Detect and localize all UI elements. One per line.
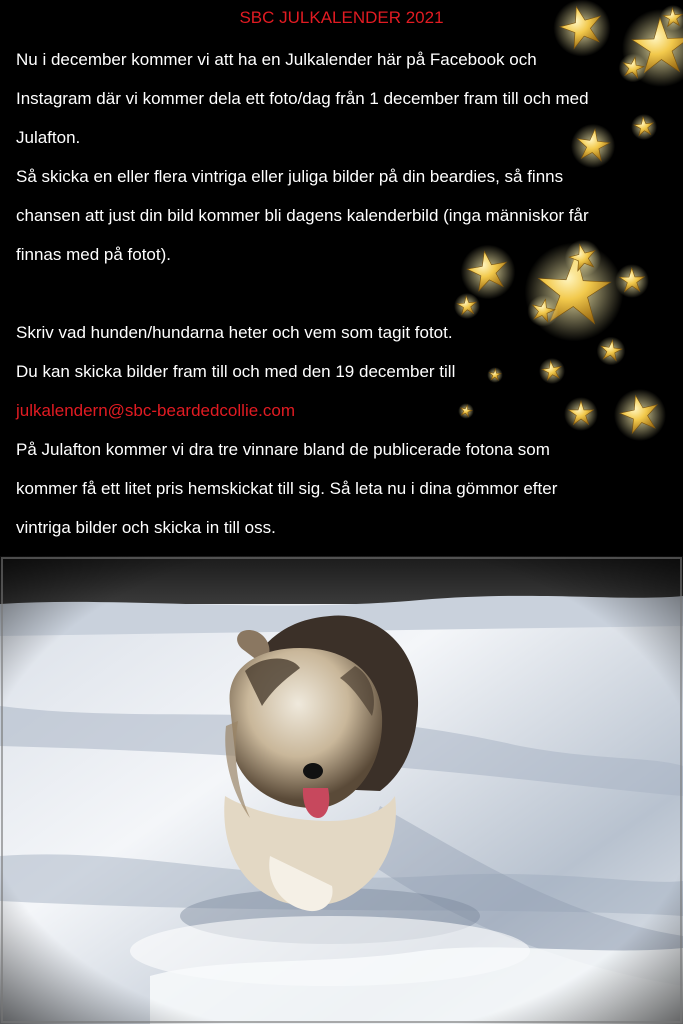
paragraph-2-line-2: chansen att just din bild kommer bli dagens kalenderbild (inga människor får bbox=[16, 206, 589, 225]
page-title: SBC JULKALENDER 2021 bbox=[239, 8, 444, 27]
paragraph-4-line-2: kommer få ett litet pris hemskickat till sig. Så leta nu i dina gömmor efter bbox=[16, 479, 558, 498]
email-link[interactable]: julkalendern@sbc-beardedcollie.com bbox=[16, 401, 296, 420]
paragraph-2-line-1: Så skicka en eller flera vintriga eller juliga bilder på din beardies, så finns bbox=[16, 167, 564, 186]
email-line bbox=[16, 391, 671, 430]
paragraph-1-line-3: Julafton. bbox=[16, 128, 81, 147]
spacer bbox=[16, 274, 671, 313]
announcement-text bbox=[16, 40, 671, 547]
paragraph-2-line-3: finnas med på fotot). bbox=[16, 245, 171, 264]
paragraph-4-line-1: På Julafton kommer vi dra tre vinnare bland de publicerade fotona som bbox=[16, 440, 550, 459]
paragraph-1-line-2: Instagram där vi kommer dela ett foto/dag från 1 december fram till och med bbox=[16, 89, 589, 108]
paragraph-3-line-1: Skriv vad hunden/hundarna heter och vem som tagit fotot. bbox=[16, 323, 453, 342]
dog-photo bbox=[0, 556, 683, 1024]
paragraph-3-line-2: Du kan skicka bilder fram till och med den 19 december till bbox=[16, 362, 456, 381]
paragraph-4-line-3: vintriga bilder och skicka in till oss. bbox=[16, 518, 276, 537]
paragraph-1-line-1: Nu i december kommer vi att ha en Julkalender här på Facebook och bbox=[16, 50, 537, 69]
